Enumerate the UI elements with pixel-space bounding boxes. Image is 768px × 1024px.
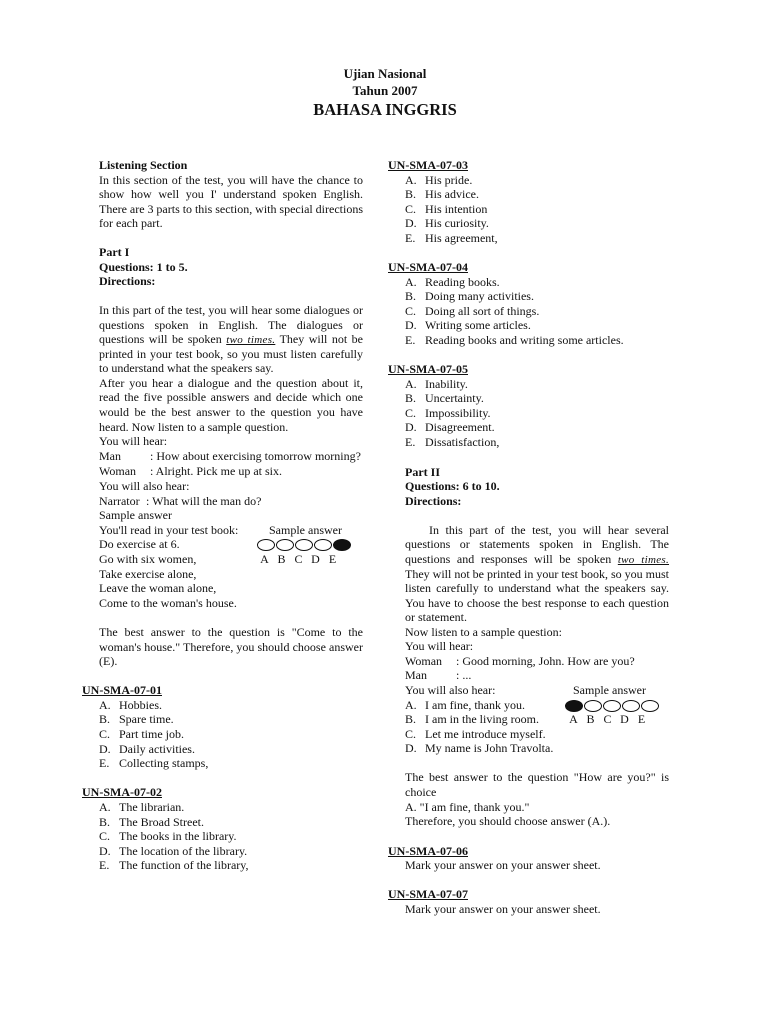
letter: A bbox=[569, 712, 578, 726]
option bbox=[405, 435, 499, 449]
directions-line: In this part of the test, you will hear several bbox=[429, 523, 669, 537]
bubble-b bbox=[584, 700, 602, 712]
text: A. bbox=[405, 377, 417, 391]
text: D. bbox=[99, 844, 111, 858]
speaker-label: Narrator bbox=[99, 494, 140, 508]
option bbox=[405, 333, 624, 347]
letter: A bbox=[260, 552, 269, 566]
question-code: UN-SMA-07-04 bbox=[388, 260, 468, 274]
letter: D bbox=[620, 712, 629, 726]
text: B. bbox=[405, 712, 417, 726]
also-hear: You will also hear: bbox=[99, 479, 190, 493]
directions-line: to understand what the speakers say. bbox=[99, 361, 274, 375]
text: Reading books. bbox=[425, 275, 500, 289]
text: Reading books and writing some articles. bbox=[425, 333, 624, 347]
speaker-line: : What will the man do? bbox=[146, 494, 262, 508]
text: Uncertainty. bbox=[425, 391, 484, 405]
directions-line bbox=[405, 552, 669, 567]
text: D. bbox=[405, 420, 417, 434]
speaker-label: Woman bbox=[405, 654, 443, 668]
bubble-e-filled bbox=[333, 539, 351, 551]
sample-choice bbox=[405, 712, 539, 726]
you-will-hear: You will hear: bbox=[405, 639, 474, 653]
intro-line: There are 3 parts to this section, with special directions bbox=[99, 202, 363, 216]
bubble-e bbox=[641, 700, 659, 712]
speaker-line: : How about exercising tomorrow morning? bbox=[150, 449, 361, 463]
text: B. bbox=[99, 815, 111, 829]
now-listen: Now listen to a sample question: bbox=[405, 625, 562, 639]
read-in-book: You'll read in your test book: bbox=[99, 523, 239, 537]
text: B. bbox=[405, 187, 417, 201]
letter: E bbox=[328, 552, 337, 566]
best-answer-line: choice bbox=[405, 785, 437, 799]
text: A. bbox=[405, 275, 417, 289]
text: His curiosity. bbox=[425, 216, 489, 230]
option bbox=[99, 756, 208, 770]
option bbox=[405, 216, 489, 230]
text: His advice. bbox=[425, 187, 479, 201]
option bbox=[405, 406, 491, 420]
option bbox=[405, 202, 487, 216]
text: Hobbies. bbox=[119, 698, 162, 712]
text: E. bbox=[405, 231, 416, 245]
text: C. bbox=[405, 304, 417, 318]
text: A. bbox=[99, 800, 111, 814]
option bbox=[405, 391, 484, 405]
intro-line: show how well you I' understand spoken English. bbox=[99, 187, 363, 201]
text: D. bbox=[405, 741, 417, 755]
text: Part time job. bbox=[119, 727, 184, 741]
text: His agreement, bbox=[425, 231, 498, 245]
directions-line: or statement. bbox=[405, 610, 467, 624]
text: questions will be spoken bbox=[99, 332, 222, 346]
directions-line: would be the best answer to the question you have bbox=[99, 405, 363, 419]
text: The librarian. bbox=[119, 800, 185, 814]
text: My name is John Travolta. bbox=[425, 741, 554, 755]
text: The function of the library, bbox=[119, 858, 249, 872]
question-code: UN-SMA-07-06 bbox=[388, 844, 468, 858]
speaker-line: : ... bbox=[456, 668, 472, 682]
directions-line bbox=[99, 332, 363, 347]
text: His intention bbox=[425, 202, 488, 216]
best-answer-line: The best answer to the question "How are you?" is bbox=[405, 770, 669, 784]
directions-line: They will not be printed in your test book, so you must bbox=[405, 567, 669, 581]
text: I am fine, thank you. bbox=[425, 698, 525, 712]
bubble-a bbox=[257, 539, 275, 551]
text: D. bbox=[405, 216, 417, 230]
option bbox=[405, 187, 479, 201]
bubble-c bbox=[295, 539, 313, 551]
speaker-label: Man bbox=[405, 668, 427, 682]
directions-line: questions spoken in English. The dialogues or bbox=[99, 318, 363, 332]
sample-choice: Come to the woman's house. bbox=[99, 596, 237, 610]
directions-line: After you hear a dialogue and the question about it, bbox=[99, 376, 363, 390]
option bbox=[99, 815, 204, 829]
directions-line: heard. Now listen to a sample question. bbox=[99, 420, 289, 434]
text: C. bbox=[405, 406, 417, 420]
text: They will not be bbox=[279, 332, 364, 346]
sample-answer-label: Sample answer bbox=[99, 508, 172, 522]
part-directions: Directions: bbox=[405, 494, 462, 508]
speaker-label: Woman bbox=[99, 464, 137, 478]
sample-choice: Take exercise alone, bbox=[99, 567, 197, 581]
text: The location of the library. bbox=[119, 844, 248, 858]
letter: D bbox=[311, 552, 320, 566]
directions-line: questions or statements spoken in English. The bbox=[405, 537, 669, 551]
emphasis: two times. bbox=[226, 334, 276, 346]
option bbox=[405, 231, 498, 245]
option bbox=[405, 173, 472, 187]
option bbox=[99, 844, 247, 858]
sample-choice bbox=[405, 741, 553, 755]
text: Doing many activities. bbox=[425, 289, 534, 303]
text: His pride. bbox=[425, 173, 473, 187]
page-title: BAHASA INGGRIS bbox=[313, 100, 457, 119]
exam-year: Tahun 2007 bbox=[352, 83, 418, 98]
text: Doing all sort of things. bbox=[425, 304, 540, 318]
text: C. bbox=[405, 202, 417, 216]
option bbox=[405, 304, 539, 318]
text: questions and responses will be spoken bbox=[405, 552, 612, 566]
question-instruction: Mark your answer on your answer sheet. bbox=[405, 902, 601, 916]
option bbox=[99, 727, 184, 741]
part-questions: Questions: 1 to 5. bbox=[99, 260, 188, 274]
sample-choice: Leave the woman alone, bbox=[99, 581, 217, 595]
text: The Broad Street. bbox=[119, 815, 204, 829]
question-code: UN-SMA-07-02 bbox=[82, 785, 162, 799]
question-code: UN-SMA-07-01 bbox=[82, 683, 162, 697]
text: Inability. bbox=[425, 377, 468, 391]
bubble-d bbox=[314, 539, 332, 551]
letter: E bbox=[637, 712, 646, 726]
text: B. bbox=[405, 289, 417, 303]
text: Daily activities. bbox=[119, 742, 195, 756]
bubble-a-filled bbox=[565, 700, 583, 712]
sample-choice bbox=[405, 698, 525, 712]
text: Spare time. bbox=[119, 712, 174, 726]
option bbox=[99, 800, 184, 814]
question-code: UN-SMA-07-03 bbox=[388, 158, 468, 172]
question-code: UN-SMA-07-07 bbox=[388, 887, 468, 901]
text: E. bbox=[99, 756, 110, 770]
directions-line: In this part of the test, you will hear some dialogues or bbox=[99, 303, 363, 317]
text: Writing some articles. bbox=[425, 318, 531, 332]
best-answer-line: A. "I am fine, thank you." bbox=[405, 800, 530, 814]
part-title: Part II bbox=[405, 465, 440, 479]
text: A. bbox=[99, 698, 111, 712]
section-heading: Listening Section bbox=[99, 158, 188, 172]
letter: C bbox=[603, 712, 612, 726]
text: Let me introduce myself. bbox=[425, 727, 546, 741]
speaker-label: Man bbox=[99, 449, 121, 463]
best-answer-line: woman's house." Therefore, you should choose answer bbox=[99, 640, 363, 654]
option bbox=[99, 698, 162, 712]
text: I am in the living room. bbox=[425, 712, 539, 726]
sample-choice bbox=[405, 727, 546, 741]
best-answer-line: (E). bbox=[99, 654, 118, 668]
option bbox=[405, 377, 468, 391]
text: D. bbox=[405, 318, 417, 332]
exam-name: Ujian Nasional bbox=[343, 66, 427, 81]
option bbox=[99, 712, 174, 726]
text: E. bbox=[99, 858, 110, 872]
text: The books in the library. bbox=[119, 829, 237, 843]
option bbox=[99, 829, 237, 843]
text: E. bbox=[405, 435, 416, 449]
question-code: UN-SMA-07-05 bbox=[388, 362, 468, 376]
part-directions: Directions: bbox=[99, 274, 156, 288]
part-questions: Questions: 6 to 10. bbox=[405, 479, 500, 493]
option bbox=[405, 289, 534, 303]
text: Impossibility. bbox=[425, 406, 491, 420]
text: A. bbox=[405, 173, 417, 187]
option bbox=[99, 858, 249, 872]
text: D. bbox=[99, 742, 111, 756]
text: B. bbox=[99, 712, 111, 726]
letter: C bbox=[294, 552, 303, 566]
bubble-d bbox=[622, 700, 640, 712]
best-answer-line: Therefore, you should choose answer (A.). bbox=[405, 814, 611, 828]
intro-line: In this section of the test, you will have the chance to bbox=[99, 173, 363, 187]
emphasis: two times. bbox=[617, 554, 670, 566]
question-instruction: Mark your answer on your answer sheet. bbox=[405, 858, 601, 872]
text: C. bbox=[99, 727, 111, 741]
letter: B bbox=[277, 552, 286, 566]
sample-choice: Go with six women, bbox=[99, 552, 197, 566]
text: Dissatisfaction, bbox=[425, 435, 500, 449]
text: C. bbox=[99, 829, 111, 843]
intro-line: for each part. bbox=[99, 216, 163, 230]
text: C. bbox=[405, 727, 417, 741]
part-title: Part I bbox=[99, 245, 130, 259]
best-answer-line: The best answer to the question is "Come to the bbox=[99, 625, 363, 639]
bubble-letters bbox=[256, 552, 341, 566]
directions-line: listen carefully to understand what the speakers say. bbox=[405, 581, 669, 595]
text: Collecting stamps, bbox=[119, 756, 209, 770]
speaker-line: : Good morning, John. How are you? bbox=[456, 654, 635, 668]
bubble-letters bbox=[565, 712, 650, 726]
letter: B bbox=[586, 712, 595, 726]
directions-line: You have to choose the best response to each question bbox=[405, 596, 669, 610]
option bbox=[405, 420, 495, 434]
sample-choice: Do exercise at 6. bbox=[99, 537, 180, 551]
bubble-b bbox=[276, 539, 294, 551]
text: E. bbox=[405, 333, 416, 347]
text: A. bbox=[405, 698, 417, 712]
directions-line: read the five possible answers and decide which one bbox=[99, 390, 363, 404]
answer-bubbles bbox=[565, 698, 660, 712]
text: Disagreement. bbox=[425, 420, 495, 434]
option bbox=[405, 275, 500, 289]
speaker-line: : Alright. Pick me up at six. bbox=[150, 464, 282, 478]
option bbox=[405, 318, 531, 332]
also-hear: You will also hear: bbox=[405, 683, 496, 697]
sample-answer-caption: Sample answer bbox=[269, 523, 342, 537]
sample-answer-caption: Sample answer bbox=[573, 683, 646, 697]
text: B. bbox=[405, 391, 417, 405]
directions-line: printed in your test book, so you must listen carefully bbox=[99, 347, 363, 361]
option bbox=[99, 742, 195, 756]
bubble-c bbox=[603, 700, 621, 712]
answer-bubbles bbox=[257, 537, 352, 551]
you-will-hear: You will hear: bbox=[99, 434, 168, 448]
